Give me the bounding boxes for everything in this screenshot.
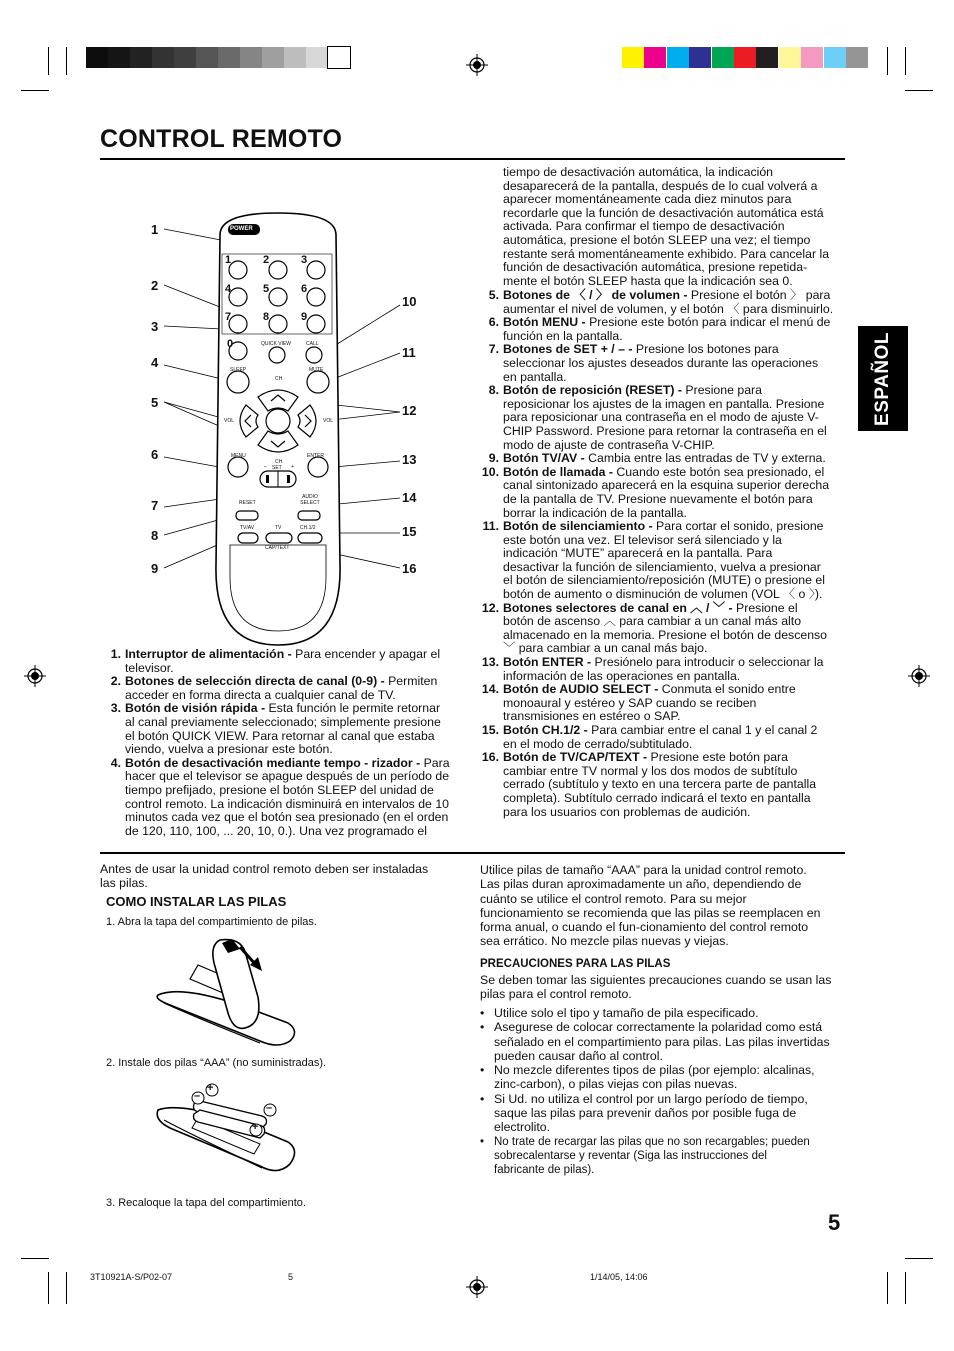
item-title: Interruptor de alimentación - <box>125 647 292 661</box>
crop-mark <box>905 47 906 75</box>
item-text: Conmuta el sonido entre <box>658 682 796 697</box>
callout-16: 16 <box>402 561 417 576</box>
item-text: de 120, 110, 100, ... 20, 10, 0.). Una vez programado el <box>125 823 427 838</box>
item-title: Botón MENU - <box>503 315 586 330</box>
item-4-continued <box>503 166 848 288</box>
precaution-item <box>480 1006 852 1020</box>
button-list-right <box>478 289 850 819</box>
ch12-label: CH.1/2 <box>300 525 316 531</box>
battery-intro <box>100 862 460 891</box>
precaution-line: • No mezcle diferentes tipos de pilas (por ejemplo: alcalinas, <box>494 1063 815 1078</box>
item-text: mente el botón SLEEP hasta que la indicación sea 0. <box>503 273 793 288</box>
item-title: Botón de silenciamiento - <box>503 519 653 534</box>
callout-12: 12 <box>402 403 417 418</box>
item-text: Para <box>420 755 450 770</box>
color-swatch <box>756 47 778 68</box>
item-title: Botón de AUDIO SELECT - <box>503 682 659 697</box>
battery-usage-text <box>480 863 850 949</box>
precaution-line: • Asegurese de colocar correctamente la polaridad como está <box>494 1020 823 1035</box>
precautions-intro <box>480 973 850 1002</box>
keypad-digit-3: 3 <box>301 254 308 266</box>
item-text: indicación “MUTE” aparecerá en la pantalla. Para <box>503 546 773 561</box>
menu-label: MENU <box>231 453 246 459</box>
item-text: minutos cada vez que el botón sea presionado (en el orden <box>125 810 449 825</box>
precautions-list <box>480 1006 852 1178</box>
keypad-digit-0: 0 <box>227 338 234 350</box>
item-text: monoaural y estéreo y SAP cuando se reciben <box>503 695 757 710</box>
item-text: desaparecerá de la pantalla, después de lo cual volverá a <box>503 178 818 193</box>
item-text: Presione los botones para <box>632 342 779 357</box>
battery-usage-line: forma anual, o cuando el fun-cionamiento del control remoto <box>480 920 809 935</box>
precaution-line: señalado en el compartimiento para pilas. Las pilas invertidas <box>494 1034 830 1049</box>
crop-mark <box>48 1272 49 1304</box>
battery-intro-line: Antes de usar la unidad control remoto deben ser instaladas <box>100 862 429 876</box>
battery-minus-mark: – <box>266 1102 273 1114</box>
item-text: al canal previamente seleccionado; simplemente presione <box>125 714 441 729</box>
title-rule <box>100 158 845 160</box>
item-number: 5. <box>488 288 499 302</box>
item-number: 9. <box>488 451 499 466</box>
battery-minus-mark: – <box>194 1090 201 1102</box>
set-minus-label: – <box>264 464 267 470</box>
battery-plus-mark: + <box>207 1082 214 1094</box>
precautions-intro-line: Se deben tomar las siguientes precauciones cuando se usan las <box>480 973 832 987</box>
callout-6: 6 <box>151 447 159 462</box>
list-item <box>100 648 472 675</box>
gray-swatch <box>152 47 174 68</box>
crop-mark <box>905 1272 906 1304</box>
item-text: acceder en forma directa a cualquier canal de TV. <box>125 687 396 702</box>
battery-install-heading: COMO INSTALAR LAS PILAS <box>106 894 287 909</box>
item-number: 7. <box>488 342 499 357</box>
color-swatch <box>779 47 801 68</box>
item-text: botón de aumento o disminución de volumen (VOL 〈 o 〉). <box>503 587 823 602</box>
battery-usage-line: cuánto se utilice el control remoto. Para su mejor <box>480 891 747 906</box>
callout-1: 1 <box>151 222 159 237</box>
keypad-digit-2: 2 <box>263 254 270 266</box>
callout-5: 5 <box>151 395 159 410</box>
list-item <box>478 384 850 452</box>
item-title: Botón ENTER - <box>503 655 592 670</box>
keypad-digit-9: 9 <box>301 311 308 323</box>
battery-plus-mark: + <box>252 1121 259 1133</box>
list-item <box>478 289 850 316</box>
battery-step-3: 3. Recaloque la tapa del compartimiento. <box>106 1197 306 1209</box>
list-item <box>478 520 850 602</box>
keypad-digit-1: 1 <box>225 254 232 266</box>
color-swatch <box>667 47 689 68</box>
item-text: viendo, vuelva a presionar este botón. <box>125 742 333 757</box>
mute-label: MUTE <box>309 367 324 373</box>
item-number: 4. <box>110 755 121 770</box>
keypad-digit-6: 6 <box>301 283 308 295</box>
item-number: 14. <box>481 682 499 697</box>
precaution-line: sobrecalentarse y reventar (Siga las instrucciones del <box>494 1149 767 1162</box>
footer-code: 3T10921A-S/P02-07 <box>90 1272 173 1282</box>
item-text: CHIP Password. Presione para retornar la contraseña en el <box>503 423 827 438</box>
item-text: activada. Para confirmar el tiempo de desactivación <box>503 219 785 234</box>
crop-mark <box>21 90 49 91</box>
item-text: Presione este botón para indicar el menú de <box>585 315 831 330</box>
precaution-line: pueden causar daño al control. <box>494 1048 663 1063</box>
item-text: canal sintonizado aparecerá en la esquina superior derecha <box>503 478 830 493</box>
color-swatch <box>712 47 734 68</box>
call-label: CALL <box>306 341 319 347</box>
crop-mark <box>66 47 67 75</box>
reset-label: RESET <box>239 500 256 506</box>
list-item <box>478 316 850 343</box>
item-text: el botón de silenciamiento/reposición (MUTE) o presione el <box>503 573 825 588</box>
keypad-digit-7: 7 <box>225 311 232 323</box>
item-title: Botón CH.1/2 - <box>503 723 588 737</box>
gray-swatch <box>196 47 218 68</box>
quick-view-label: QUICK VIEW <box>261 341 292 347</box>
item-text: función en la pantalla. <box>503 328 623 343</box>
item-text: en pantalla. <box>503 369 567 384</box>
remote-control-illustration <box>150 205 440 650</box>
item-number: 11. <box>482 519 499 534</box>
color-swatch <box>689 47 711 68</box>
item-text: Presione el <box>732 600 798 615</box>
list-item <box>478 343 850 384</box>
item-text: control remoto. La indicación disminuirá en intervalos de 10 <box>125 796 449 811</box>
list-item <box>478 724 850 751</box>
gray-swatch <box>328 47 350 68</box>
power-label: POWER <box>230 226 253 232</box>
footer-date: 1/14/05, 14:06 <box>590 1272 648 1282</box>
item-title: Botón TV/AV - <box>503 451 585 466</box>
list-item <box>478 656 850 683</box>
item-text: transmisiones en estéreo o SAP. <box>503 709 681 724</box>
callout-13: 13 <box>402 452 417 467</box>
precaution-line: saque las pilas para prevenir daños por posible fuga de <box>494 1106 797 1121</box>
precaution-line: • Utilice solo el tipo y tamaño de pila especificado. <box>494 1006 759 1020</box>
list-item <box>478 602 850 656</box>
color-swatch <box>801 47 823 68</box>
button-list-left <box>100 648 472 838</box>
item-text: cerrado (subtítulo y texto en una tercera parte de pantalla <box>503 777 817 792</box>
item-text: desactivar la función de silenciamiento, vuelva a presionar <box>503 559 821 574</box>
item-text: Presione este botón para <box>647 750 788 765</box>
list-item <box>100 675 472 702</box>
item-number: 6. <box>488 315 499 330</box>
language-tab-label: ESPAÑOL <box>872 331 893 426</box>
item-text: Presiónelo para introducir o seleccionar la <box>591 655 824 670</box>
item-text: completa). Subtítulo cerrado indicará el texto en pantalla <box>503 790 811 805</box>
item-number: 3. <box>110 701 121 716</box>
item-text: aparecer momentáneamente cada diez minutos para <box>503 192 792 207</box>
color-swatch <box>824 47 846 68</box>
sleep-label: SLEEP <box>230 367 247 373</box>
registration-target-icon <box>466 54 488 76</box>
precautions-title: PRECAUCIONES PARA LAS PILAS <box>480 958 671 970</box>
precaution-line: electrolito. <box>494 1120 551 1135</box>
item-text: función de desactivación automática, presione repetida- <box>503 260 808 275</box>
list-item <box>478 452 850 466</box>
keypad-digit-5: 5 <box>263 283 270 295</box>
list-item <box>100 757 472 839</box>
cap-text-label: CAP/TEXT <box>265 545 290 551</box>
battery-usage-line: sea errático. No mezcle pilas nuevas y viejas. <box>480 934 729 949</box>
precaution-item <box>480 1020 852 1063</box>
item-text: Permiten <box>384 674 438 689</box>
item-number: 16. <box>481 750 499 765</box>
battery-cover-open-illustration <box>150 935 300 1050</box>
item-title: Botón de visión rápida - <box>125 701 266 716</box>
page-number: 5 <box>828 1210 841 1235</box>
registration-target-icon <box>24 665 46 687</box>
gray-swatch <box>108 47 130 68</box>
item-text: este botón una vez. El televisor será silenciado y la <box>503 532 782 547</box>
item-number: 2. <box>110 674 121 689</box>
callout-2: 2 <box>151 278 159 293</box>
item-number: 10. <box>481 464 499 479</box>
item-text: en el modo de cerrado/subtitulado. <box>503 736 693 751</box>
ch-down-label: CH <box>275 459 283 465</box>
precaution-item <box>480 1092 852 1135</box>
item-text: de la pantalla de TV. Presione nuevamente el botón para <box>503 491 813 506</box>
keypad-digit-4: 4 <box>225 283 232 295</box>
item-text: Esta función le permite retornar <box>265 701 441 716</box>
item-text: Presione el botón 〉 para <box>687 288 831 302</box>
callout-7: 7 <box>151 498 159 513</box>
item-text: el botón QUICK VIEW. Para retornar al canal que estaba <box>125 728 435 743</box>
crop-mark <box>21 1258 49 1259</box>
gray-swatch <box>306 47 328 68</box>
gray-swatch <box>284 47 306 68</box>
ch-up-label: CH <box>275 376 283 382</box>
item-text: televisor. <box>125 660 174 675</box>
precaution-line: • Si Ud. no utiliza el control por un largo período de tiempo, <box>494 1091 808 1106</box>
tv-label: TV <box>275 525 282 531</box>
callout-10: 10 <box>402 294 417 309</box>
item-text: Presione para <box>682 383 762 398</box>
item-text: Cuando este botón sea presionado, el <box>613 464 825 479</box>
language-tab <box>858 326 908 431</box>
item-title: Botón de llamada - <box>503 464 613 479</box>
crop-mark <box>887 1272 888 1304</box>
item-text: aumentar el nivel de volumen, y el botón 〈 para disminuirlo. <box>503 301 834 316</box>
callout-4: 4 <box>151 355 159 370</box>
item-text: Para cambiar entre el canal 1 y el canal 2 <box>587 723 818 737</box>
gray-swatch <box>86 47 108 68</box>
set-label: SET <box>272 465 282 471</box>
vol-left-label: VOL <box>224 418 235 424</box>
item-number: 8. <box>488 383 499 398</box>
gray-swatch <box>218 47 240 68</box>
item-text: seleccionar los ajustes deseados durante las operaciones <box>503 355 819 370</box>
precaution-item <box>480 1135 852 1178</box>
precaution-line: zinc-carbon), o pilas viejas con pilas nuevas. <box>494 1077 738 1092</box>
precaution-line: • No trate de recargar las pilas que no son recargables; pueden <box>494 1135 810 1148</box>
battery-usage-line: funcionamiento se recomienda que las pilas se reemplacen en <box>480 905 821 920</box>
item-title: Botón de desactivación mediante tempo - rizador - <box>125 755 421 770</box>
item-title: Botones de SET + / – - <box>503 342 633 357</box>
registration-target-icon <box>466 1276 488 1298</box>
item-number: 12. <box>481 600 499 615</box>
gray-swatch <box>174 47 196 68</box>
precautions-intro-line: pilas para el control remoto. <box>480 987 632 1002</box>
precaution-line: fabricante de pilas). <box>494 1164 595 1177</box>
item-title: Botón de TV/CAP/TEXT - <box>503 750 648 765</box>
item-text: almacenado en la memoria. Presione el botón de descenso <box>503 627 828 642</box>
callout-15: 15 <box>402 524 417 539</box>
item-text: automática, presione el botón SLEEP una vez; el tiempo <box>503 232 811 247</box>
battery-intro-line: las pilas. <box>100 876 148 891</box>
page-title: CONTROL REMOTO <box>100 125 343 153</box>
battery-insert-illustration <box>150 1080 300 1190</box>
item-text: recordarle que la función de desactivación automática está <box>503 205 824 220</box>
color-swatch <box>734 47 756 68</box>
callout-3: 3 <box>151 319 159 334</box>
vol-right-label: VOL <box>323 418 334 424</box>
item-number: 1. <box>110 647 121 661</box>
precaution-item <box>480 1063 852 1092</box>
item-text: Para cortar el sonido, presione <box>652 519 824 534</box>
crop-mark <box>905 90 933 91</box>
set-plus-label: + <box>291 464 294 470</box>
callout-11: 11 <box>402 345 416 360</box>
color-swatch <box>846 47 868 68</box>
item-text: para reposicionar una contraseña en el modo de ajuste V- <box>503 410 819 425</box>
enter-label: ENTER <box>307 453 324 459</box>
item-text: cambiar entre TV normal y los dos modos de subtítulo <box>503 763 798 778</box>
keypad-digit-8: 8 <box>263 311 270 323</box>
item-number: 13. <box>481 655 499 670</box>
gray-swatch <box>130 47 152 68</box>
item-text: hacer que el televisor se apague después de un período de <box>125 769 450 784</box>
tvav-label: TV/AV <box>240 525 255 531</box>
callout-9: 9 <box>151 561 159 576</box>
callout-8: 8 <box>151 528 159 543</box>
audio-select-label: AUDIO SELECT <box>300 494 320 506</box>
item-text: modo de ajuste de contraseña V-CHIP. <box>503 437 715 452</box>
list-item <box>478 466 850 520</box>
item-title: Botón de reposición (RESET) - <box>503 383 682 398</box>
color-swatch <box>622 47 644 68</box>
item-text: botón de ascenso ︿ para cambiar a un canal más alto <box>503 614 802 629</box>
list-item <box>100 702 472 756</box>
item-text: Para encender y apagar el <box>291 647 441 661</box>
footer-page: 5 <box>288 1272 294 1282</box>
item-text: tiempo prefijado, presione el botón SLEEP del unidad de <box>125 782 434 797</box>
item-text: restante será momentáneamente exhibido. Para cancelar la <box>503 246 830 261</box>
crop-mark <box>887 47 888 75</box>
item-text: tiempo de desactivación automática, la indicación <box>503 165 774 179</box>
item-text: borrar la indicación de la pantalla. <box>503 505 687 520</box>
item-title: Botones de 〈 / 〉 de volumen - <box>503 288 688 302</box>
battery-step-1: 1. Abra la tapa del compartimiento de pilas. <box>106 916 317 928</box>
item-number: 15. <box>481 723 499 737</box>
gray-swatch <box>262 47 284 68</box>
battery-usage-line: Utilice pilas de tamaño “AAA” para la unidad control remoto. <box>480 863 807 877</box>
list-item <box>478 683 850 724</box>
item-text: Cambia entre las entradas de TV y externa. <box>584 451 826 466</box>
item-title: Botones selectores de canal en ︿ / ﹀ - <box>503 600 733 615</box>
crop-mark <box>66 1272 67 1304</box>
item-text: información de las operaciones en pantalla. <box>503 668 741 683</box>
item-text: para los usuarios con problemas de audición. <box>503 804 751 819</box>
crop-mark <box>905 1258 933 1259</box>
color-swatch <box>644 47 666 68</box>
battery-usage-line: Las pilas duran aproximadamente un año, dependiendo de <box>480 877 802 892</box>
item-title: Botones de selección directa de canal (0-9) - <box>125 674 385 689</box>
section-rule <box>100 852 845 854</box>
registration-target-icon <box>908 665 930 687</box>
gray-swatch <box>240 47 262 68</box>
item-text: ﹀ para cambiar a un canal más bajo. <box>503 641 708 656</box>
battery-step-2: 2. Instale dos pilas “AAA” (no suministradas). <box>106 1057 327 1069</box>
item-text: reposicionar los ajustes de la imagen en pantalla. Presione <box>503 396 825 411</box>
list-item <box>478 751 850 819</box>
crop-mark <box>48 47 49 75</box>
callout-14: 14 <box>402 490 417 505</box>
